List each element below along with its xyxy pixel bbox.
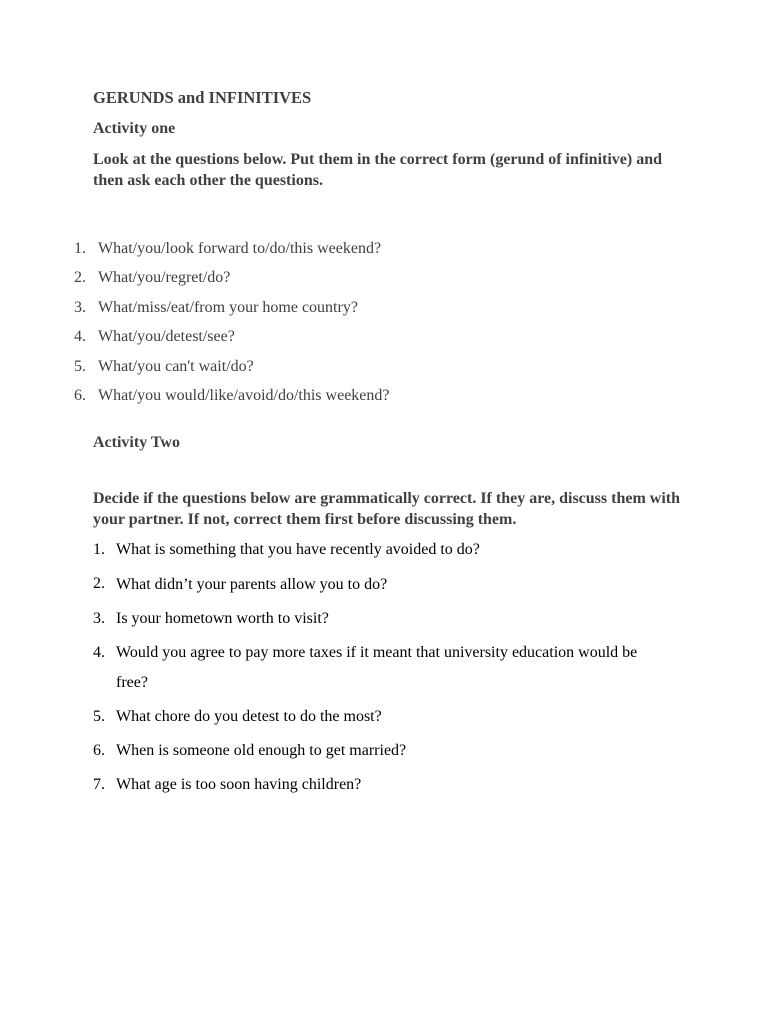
list-item-number: 5. xyxy=(93,707,105,725)
activity-one-list xyxy=(74,239,390,415)
list-item-text: Is your hometown worth to visit? xyxy=(116,609,329,627)
document-title: GERUNDS and INFINITIVES xyxy=(93,88,312,107)
list-item-text: What/you/detest/see? xyxy=(98,328,235,346)
list-item xyxy=(93,609,656,634)
list-item-number: 3. xyxy=(74,298,86,316)
list-item xyxy=(74,239,390,268)
list-item-text: What/miss/eat/from your home country? xyxy=(98,298,358,316)
list-item-text: What/you/regret/do? xyxy=(98,269,231,287)
list-item-text: What age is too soon having children? xyxy=(116,776,362,794)
activity-one-heading: Activity one xyxy=(93,120,176,137)
list-item xyxy=(74,357,390,386)
list-item xyxy=(93,707,656,732)
list-item-number: 2. xyxy=(93,575,105,593)
list-item xyxy=(93,741,656,766)
list-item-text: Would you agree to pay more taxes if it meant that university education would be free? xyxy=(116,644,638,691)
list-item xyxy=(74,327,390,356)
list-item-number: 3. xyxy=(93,609,105,627)
list-item xyxy=(74,268,390,297)
list-item xyxy=(74,298,390,327)
activity-two-instructions: Decide if the questions below are grammatically correct. If they are, discuss them with your partner. If not, correct them first before discussing them. xyxy=(93,490,681,528)
list-item-text: What is something that you have recently avoided to do? xyxy=(116,541,480,559)
list-item-text: What/you would/like/avoid/do/this weekend? xyxy=(98,386,390,404)
activity-one-instructions: Look at the questions below. Put them in the correct form (gerund of infinitive) and then ask each other the questions. xyxy=(93,151,663,189)
list-item xyxy=(93,643,656,697)
list-item xyxy=(93,574,656,599)
list-item-text: What chore do you detest to do the most? xyxy=(116,707,382,725)
activity-two-heading: Activity Two xyxy=(93,434,180,451)
list-item-text: What didn’t your parents allow you to do? xyxy=(116,575,388,593)
list-item xyxy=(93,540,656,565)
list-item-number: 6. xyxy=(93,741,105,759)
list-item-text: What/you/look forward to/do/this weekend? xyxy=(98,240,382,257)
list-item-number: 4. xyxy=(93,643,105,661)
list-item-number: 6. xyxy=(74,386,86,404)
list-item-text: When is someone old enough to get married? xyxy=(116,742,407,760)
list-item-number: 5. xyxy=(74,357,86,375)
list-item-number: 2. xyxy=(74,269,86,287)
list-item-text: What/you can't wait/do? xyxy=(98,357,254,375)
list-item-number: 4. xyxy=(74,328,86,346)
activity-two-list xyxy=(93,540,656,810)
list-item xyxy=(74,386,390,415)
list-item-number: 1. xyxy=(74,240,86,257)
list-item xyxy=(93,775,656,800)
list-item-number: 1. xyxy=(93,541,105,558)
list-item-number: 7. xyxy=(93,776,105,794)
